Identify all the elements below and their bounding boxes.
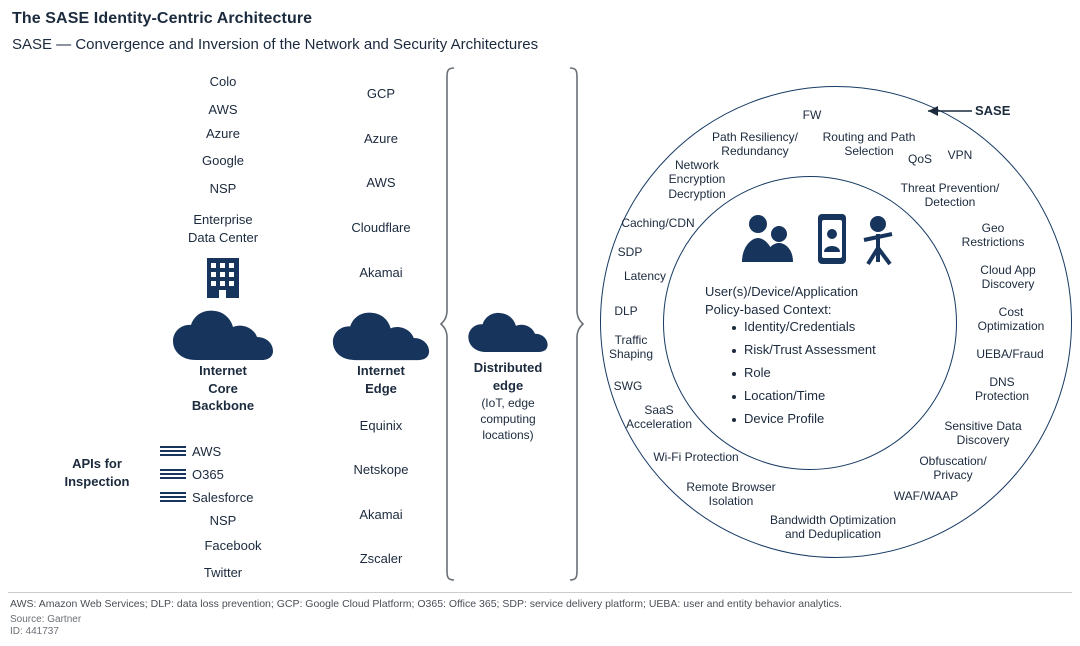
enterprise-datacenter-label-line2: Data Center [187,230,259,245]
left-provider-2: Azure [206,126,240,141]
sase-capability-sensitive-data-discovery [930,419,1036,448]
api-lines-icon [160,468,186,480]
sase-capability-traffic-shaping [600,333,662,362]
user-device-application-icons [740,212,900,268]
sase-capability-line: WAF/WAAP [893,489,959,503]
sase-capability-caching-cdn [612,216,704,230]
left-brace [440,66,464,582]
footer-divider [8,592,1072,593]
sase-capability-wifi-protection [640,450,752,464]
api-service-5: Twitter [203,565,243,580]
sase-capability-line: SWG [613,379,643,393]
middle-provider-4: Akamai [359,265,403,280]
sase-capability-cloud-app-discovery [967,263,1049,292]
api-lines-icon [160,445,186,457]
sase-capability-line: Latency [623,269,667,283]
sase-arrow-icon [918,103,974,119]
sase-capability-line: Remote Browser [686,480,776,494]
sase-capability-line: Cost [998,305,1024,319]
center-context-item: Role [730,366,930,379]
sase-capability-line: Network [674,158,719,172]
internet-core-label-line3: Backbone [191,398,255,413]
sase-capability-geo-restrictions [953,221,1033,250]
sase-capability-latency [614,269,676,283]
sase-capability-line: Wi-Fi Protection [653,450,739,464]
sase-capability-network-encryption [655,158,739,201]
middle-bottom-provider-1: Netskope [353,462,409,477]
sase-capability-saas-acceleration [614,403,704,432]
sase-capability-waf-waap [884,489,968,503]
sase-capability-ueba-fraud [966,347,1054,361]
apis-label-line1: APIs for [72,456,122,471]
sase-capability-obfuscation-privacy [907,454,999,483]
sase-capability-line: Acceleration [625,417,693,432]
middle-provider-0: GCP [366,86,396,101]
left-provider-1: AWS [208,102,238,117]
left-provider-0: Colo [209,74,237,89]
distributed-edge-sub-line2: computing [480,412,536,426]
sase-capability-remote-browser-isolation [672,480,790,509]
distributed-edge-sub-line1: (IoT, edge [481,396,535,410]
internet-core-backbone-cloud-icon [170,308,276,364]
left-provider-4: NSP [209,181,237,196]
sase-capability-line: Privacy [933,468,973,483]
api-service-2: Salesforce [192,490,254,505]
sase-capability-line: QoS [907,152,932,166]
footer-source: Source: Gartner [10,614,82,625]
left-provider-3: Google [202,153,244,168]
sase-callout-label: SASE [975,103,1011,118]
sase-capability-line: Traffic [614,333,648,347]
sase-capability-line: VPN [947,148,973,162]
sase-capability-line: SaaS [644,403,674,417]
sase-capability-path-resiliency [700,130,810,159]
sase-capability-line: Routing and Path [822,130,916,144]
sase-capability-bandwidth-optimization [748,513,918,542]
center-heading [705,283,935,318]
sase-capability-line: Optimization [977,319,1045,334]
middle-bottom-provider-2: Akamai [359,507,403,522]
distributed-edge-label-line2: edge [492,378,524,393]
distributed-edge-sub-line3: locations) [482,428,534,442]
api-service-1: O365 [192,467,224,482]
sase-capability-line: Detection [924,195,976,210]
middle-provider-3: Cloudflare [351,220,411,235]
middle-provider-1: Azure [364,131,398,146]
sase-capability-line: Discovery [956,433,1010,448]
sase-capability-fw [782,108,842,122]
center-heading-line1: User(s)/Device/Application [705,284,859,299]
distributed-edge-label-line1: Distributed [473,360,543,375]
page-title: The SASE Identity-Centric Architecture [12,10,313,27]
sase-capability-vpn [938,148,982,162]
center-context-item: Device Profile [730,412,930,425]
internet-core-label-line2: Core [208,381,238,396]
middle-bottom-provider-0: Equinix [359,418,403,433]
right-brace [560,66,584,582]
internet-edge-label-line1: Internet [357,363,405,378]
enterprise-datacenter-label-line1: Enterprise [193,212,253,227]
sase-capability-line: Shaping [608,347,654,362]
sase-capability-sdp [608,245,652,259]
sase-capability-line: Encryption [668,172,726,187]
sase-capability-line: Cloud App [980,263,1036,277]
center-context-list [730,320,930,435]
sase-capability-line: Restrictions [961,235,1025,250]
api-lines-icon [160,491,186,503]
middle-provider-2: AWS [366,175,396,190]
sase-capability-line: Sensitive Data [944,419,1022,433]
sase-capability-line: Protection [974,389,1030,404]
office-building-icon [198,252,248,302]
sase-capability-line: Threat Prevention/ [900,181,1000,195]
sase-capability-line: UEBA/Fraud [976,347,1044,361]
footer-id: ID: 441737 [10,626,59,637]
sase-capability-line: and Deduplication [784,527,882,542]
sase-capability-line: SDP [617,245,643,259]
sase-capability-line: FW [802,108,822,122]
api-service-3: NSP [209,513,237,528]
sase-capability-dns-protection [963,375,1041,404]
distributed-edge-cloud-icon [466,310,550,356]
sase-capability-line: Obfuscation/ [919,454,987,468]
sase-capability-line: Redundancy [721,144,789,159]
apis-label-line2: Inspection [64,474,130,489]
sase-capability-line: Path Resiliency/ [711,130,799,144]
middle-bottom-provider-3: Zscaler [359,551,403,566]
sase-capability-cost-optimization [967,305,1055,334]
center-context-item: Identity/Credentials [730,320,930,333]
sase-capability-line: Isolation [708,494,754,509]
sase-capability-line: Bandwidth Optimization [769,513,897,527]
api-service-0: AWS [192,444,222,459]
internet-edge-cloud-icon [330,310,432,364]
center-heading-line2: Policy-based Context: [705,301,832,317]
sase-capability-swg [604,379,652,393]
center-context-item: Risk/Trust Assessment [730,343,930,356]
api-service-4: Facebook [204,538,262,553]
sase-capability-threat-prevention [892,181,1008,210]
internet-core-label-line1: Internet [199,363,247,378]
sase-capability-line: Selection [844,144,894,159]
sase-capability-dlp [604,304,648,318]
sase-capability-line: DLP [614,304,638,318]
center-context-item: Location/Time [730,389,930,402]
page-subtitle: SASE — Convergence and Inversion of the Network and Security Architectures [12,36,539,53]
sase-capability-qos [898,152,942,166]
sase-capability-line: DNS [989,375,1015,389]
sase-capability-line: Geo [981,221,1005,235]
sase-capability-line: Discovery [981,277,1035,292]
footer-abbreviations: AWS: Amazon Web Services; DLP: data loss prevention; GCP: Google Cloud Platform; O365: Office 365; SDP: service delivery platform; UEBA: user and entity behavior analytics. [10,598,843,610]
sase-capability-line: Decryption [668,186,726,201]
sase-capability-line: Caching/CDN [621,216,695,230]
internet-edge-label-line2: Edge [365,381,397,396]
